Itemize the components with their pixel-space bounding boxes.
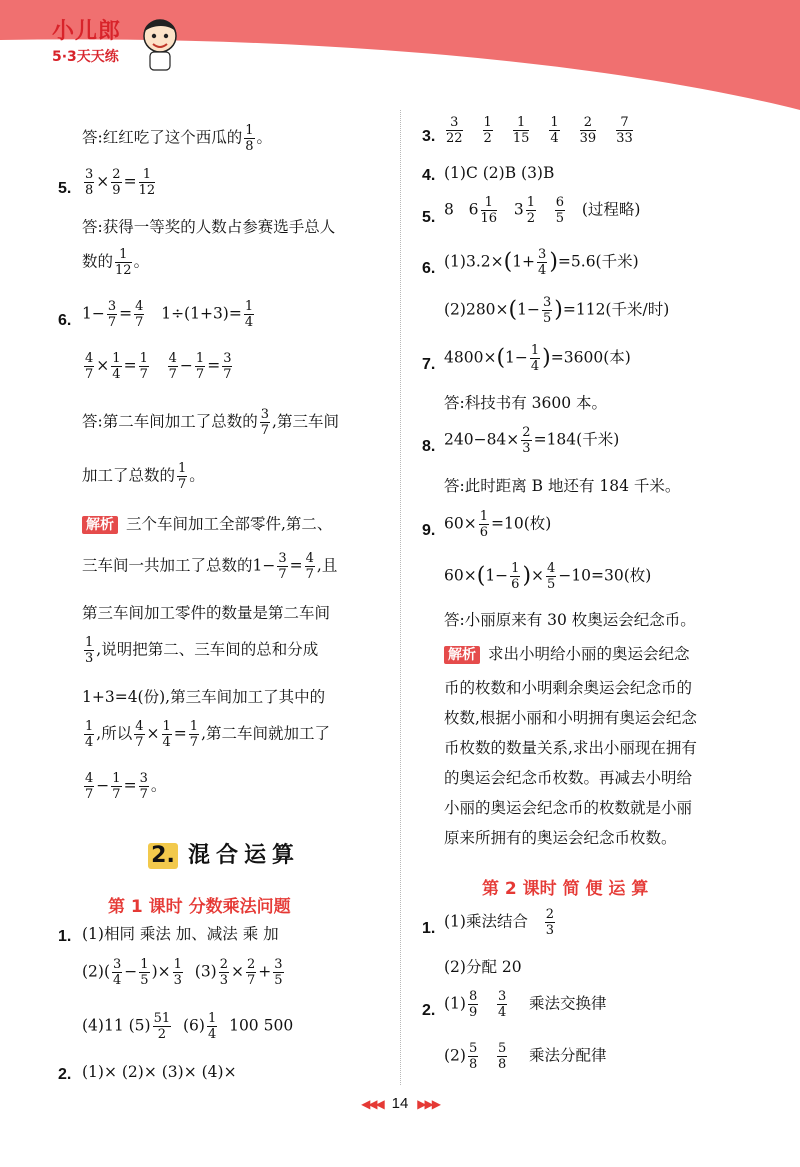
question-number: 6. [58, 312, 72, 329]
column-divider [400, 110, 401, 1085]
s1-line2: (2)分配 20 [444, 958, 522, 976]
analysis-tag: 解析 [444, 646, 480, 664]
q5-expression: $\frac{3}{8}$ × $\frac{2}{9}$ = $\frac{1}{12}$ [85, 167, 156, 198]
question-number: 5. [422, 209, 436, 226]
q9-answer: 答:小丽原来有 30 枚奥运会纪念币。 [444, 611, 696, 629]
q6-answer-line2: 加工了总数的 $\frac{1}{7}$ 。 [82, 461, 205, 492]
section-number: 2. [148, 843, 178, 869]
left-arrows-icon: ◀◀◀ [361, 1097, 383, 1111]
s2-line1: (1) $\frac{8}{9}$ $\frac{3}{4}$ 乘法交换律 [444, 989, 607, 1020]
p2-line: (1)× (2)× (3)× (4)× [82, 1063, 237, 1081]
question-number: 1. [422, 920, 436, 937]
question-number: 3. [422, 128, 436, 145]
p1-line1: (1)相同 乘法 加、减法 乘 加 [82, 925, 279, 943]
q6-part1: (1)3.2×(1+ $\frac{3}{4}$ )=5.6(千米) [444, 247, 639, 278]
right-arrows-icon: ▶▶▶ [417, 1097, 439, 1111]
q4-answer: 答:红红吃了这个西瓜的 $\frac{1}{8}$ 。 [82, 123, 273, 154]
page-footer [0, 1095, 800, 1113]
q7-answer: 答:科技书有 3600 本。 [444, 394, 608, 412]
analysis-line7: 原来所拥有的奥运会纪念币枚数。 [444, 829, 677, 847]
analysis-line4: $\frac{1}{3}$ ,说明把第二、三车间的总和分成 [85, 635, 319, 666]
q6-line1: 1− $\frac{3}{7}$ = $\frac{4}{7}$ 1÷(1+3)= $\frac{1}{4}$ [82, 299, 254, 330]
answer-fraction: $\frac{7}{33}$ [616, 115, 633, 146]
answer-fraction: $\frac{1}{15}$ [512, 115, 530, 146]
q8-answer: 答:此时距离 B 地还有 184 千米。 [444, 477, 681, 495]
analysis-line2: 三车间一共加工了总数的1− $\frac{3}{7}$ = $\frac{4}{7}$ ,且 [82, 551, 338, 582]
question-number: 1. [58, 928, 72, 945]
q5-answers: 8 6 $\frac{1}{16}$ 3 $\frac{1}{2}$ $\frac{6}{5}$ (过程略) [444, 195, 641, 226]
analysis-line1: 解析 求出小明给小丽的奥运会纪念 [444, 646, 690, 664]
page-number: 14 [391, 1095, 409, 1112]
answer-fraction: $\frac{2}{39}$ [579, 115, 597, 146]
q9-line2: 60×(1− $\frac{1}{6}$ )× $\frac{4}{5}$ −10=30(枚) [444, 561, 652, 592]
series-name: 5·3天天练 [52, 49, 119, 65]
analysis-line7: $\frac{4}{7}$ − $\frac{1}{7}$ = $\frac{3}{7}$ 。 [85, 771, 167, 802]
fraction: $\frac{1}{8}$ [245, 123, 254, 154]
q5-answer-line2: 数的 $\frac{1}{12}$ 。 [82, 247, 150, 278]
brand-logo [52, 14, 182, 76]
question-number: 6. [422, 260, 436, 277]
q6-answer-line1: 答:第二车间加工了总数的 $\frac{3}{7}$ ,第三车间 [82, 407, 339, 438]
mascot-icon [140, 14, 182, 74]
analysis-line4: 币枚数的数量关系,求出小丽现在拥有 [444, 739, 697, 757]
q7-expression: 4800×(1− $\frac{1}{4}$ )=3600(本) [444, 343, 631, 374]
analysis-line2: 币的枚数和小明剩余奥运会纪念币的 [444, 679, 693, 697]
question-number: 9. [422, 522, 436, 539]
q5-answer-line1: 答:获得一等奖的人数占参赛选手总人 [82, 218, 336, 236]
analysis-line3: 枚数,根据小丽和小明拥有奥运会纪念 [444, 709, 697, 727]
question-number: 2. [58, 1066, 72, 1083]
answer-fraction: $\frac{1}{4}$ [550, 115, 559, 146]
question-number: 4. [422, 167, 436, 184]
s1-line1: (1)乘法结合 $\frac{2}{3}$ [444, 907, 555, 938]
answer-text: 答:红红吃了这个西瓜的 [82, 128, 243, 147]
lesson-title: 第 2 课时 简 便 运 算 [482, 879, 649, 899]
answer-fraction: $\frac{3}{22}$ [446, 115, 463, 146]
analysis-line6: 小丽的奥运会纪念币的枚数就是小丽 [444, 799, 693, 817]
p1-line3: (4)11 (5) $\frac{51}{2}$ (6) $\frac{1}{4}$ 100 500 [82, 1011, 294, 1042]
analysis-line5: 1+3=4(份),第三车间加工了其中的 [82, 688, 326, 706]
question-number: 8. [422, 438, 436, 455]
q8-expression: 240−84× $\frac{2}{3}$ =184(千米) [444, 425, 620, 456]
p1-line2: (2)( $\frac{3}{4}$ − $\frac{1}{5}$ )× $\frac{1}{3}$ (3) $\frac{2}{3}$ × $\frac{2}{7}$ + $\frac{3}{5}$ [82, 957, 283, 988]
section-title: 2. 混合运算 [148, 838, 300, 869]
q4-answers: (1)C (2)B (3)B [444, 164, 555, 182]
answer-fraction: $\frac{1}{2}$ [483, 115, 492, 146]
analysis-line5: 的奥运会纪念币枚数。再减去小明给 [444, 769, 693, 787]
analysis-tag: 解析 [82, 516, 118, 534]
q6-part2: (2)280×(1− $\frac{3}{5}$ )=112(千米/时) [444, 295, 670, 326]
analysis-line1: 解析 三个车间加工全部零件,第二、 [82, 516, 332, 534]
q9-line1: 60× $\frac{1}{6}$ =10(枚) [444, 509, 552, 540]
q3-answers [444, 116, 651, 145]
q6-line2: $\frac{4}{7}$ × $\frac{1}{4}$ = $\frac{1}{7}$ $\frac{4}{7}$ − $\frac{1}{7}$ = $\frac{3}{7}$ [85, 351, 232, 382]
lesson-title: 第 1 课时 分数乘法问题 [108, 897, 291, 917]
analysis-line6: $\frac{1}{4}$ ,所以 $\frac{4}{7}$ × $\frac{1}{4}$ = $\frac{1}{7}$ ,第二车间就加工了 [85, 719, 330, 750]
brand-name: 小儿郎 [52, 19, 122, 44]
question-number: 5. [58, 180, 72, 197]
question-number: 7. [422, 356, 436, 373]
s2-line2: (2) $\frac{5}{8}$ $\frac{5}{8}$ 乘法分配律 [444, 1041, 607, 1072]
question-number: 2. [422, 1002, 436, 1019]
analysis-line3: 第三车间加工零件的数量是第二车间 [82, 604, 331, 622]
